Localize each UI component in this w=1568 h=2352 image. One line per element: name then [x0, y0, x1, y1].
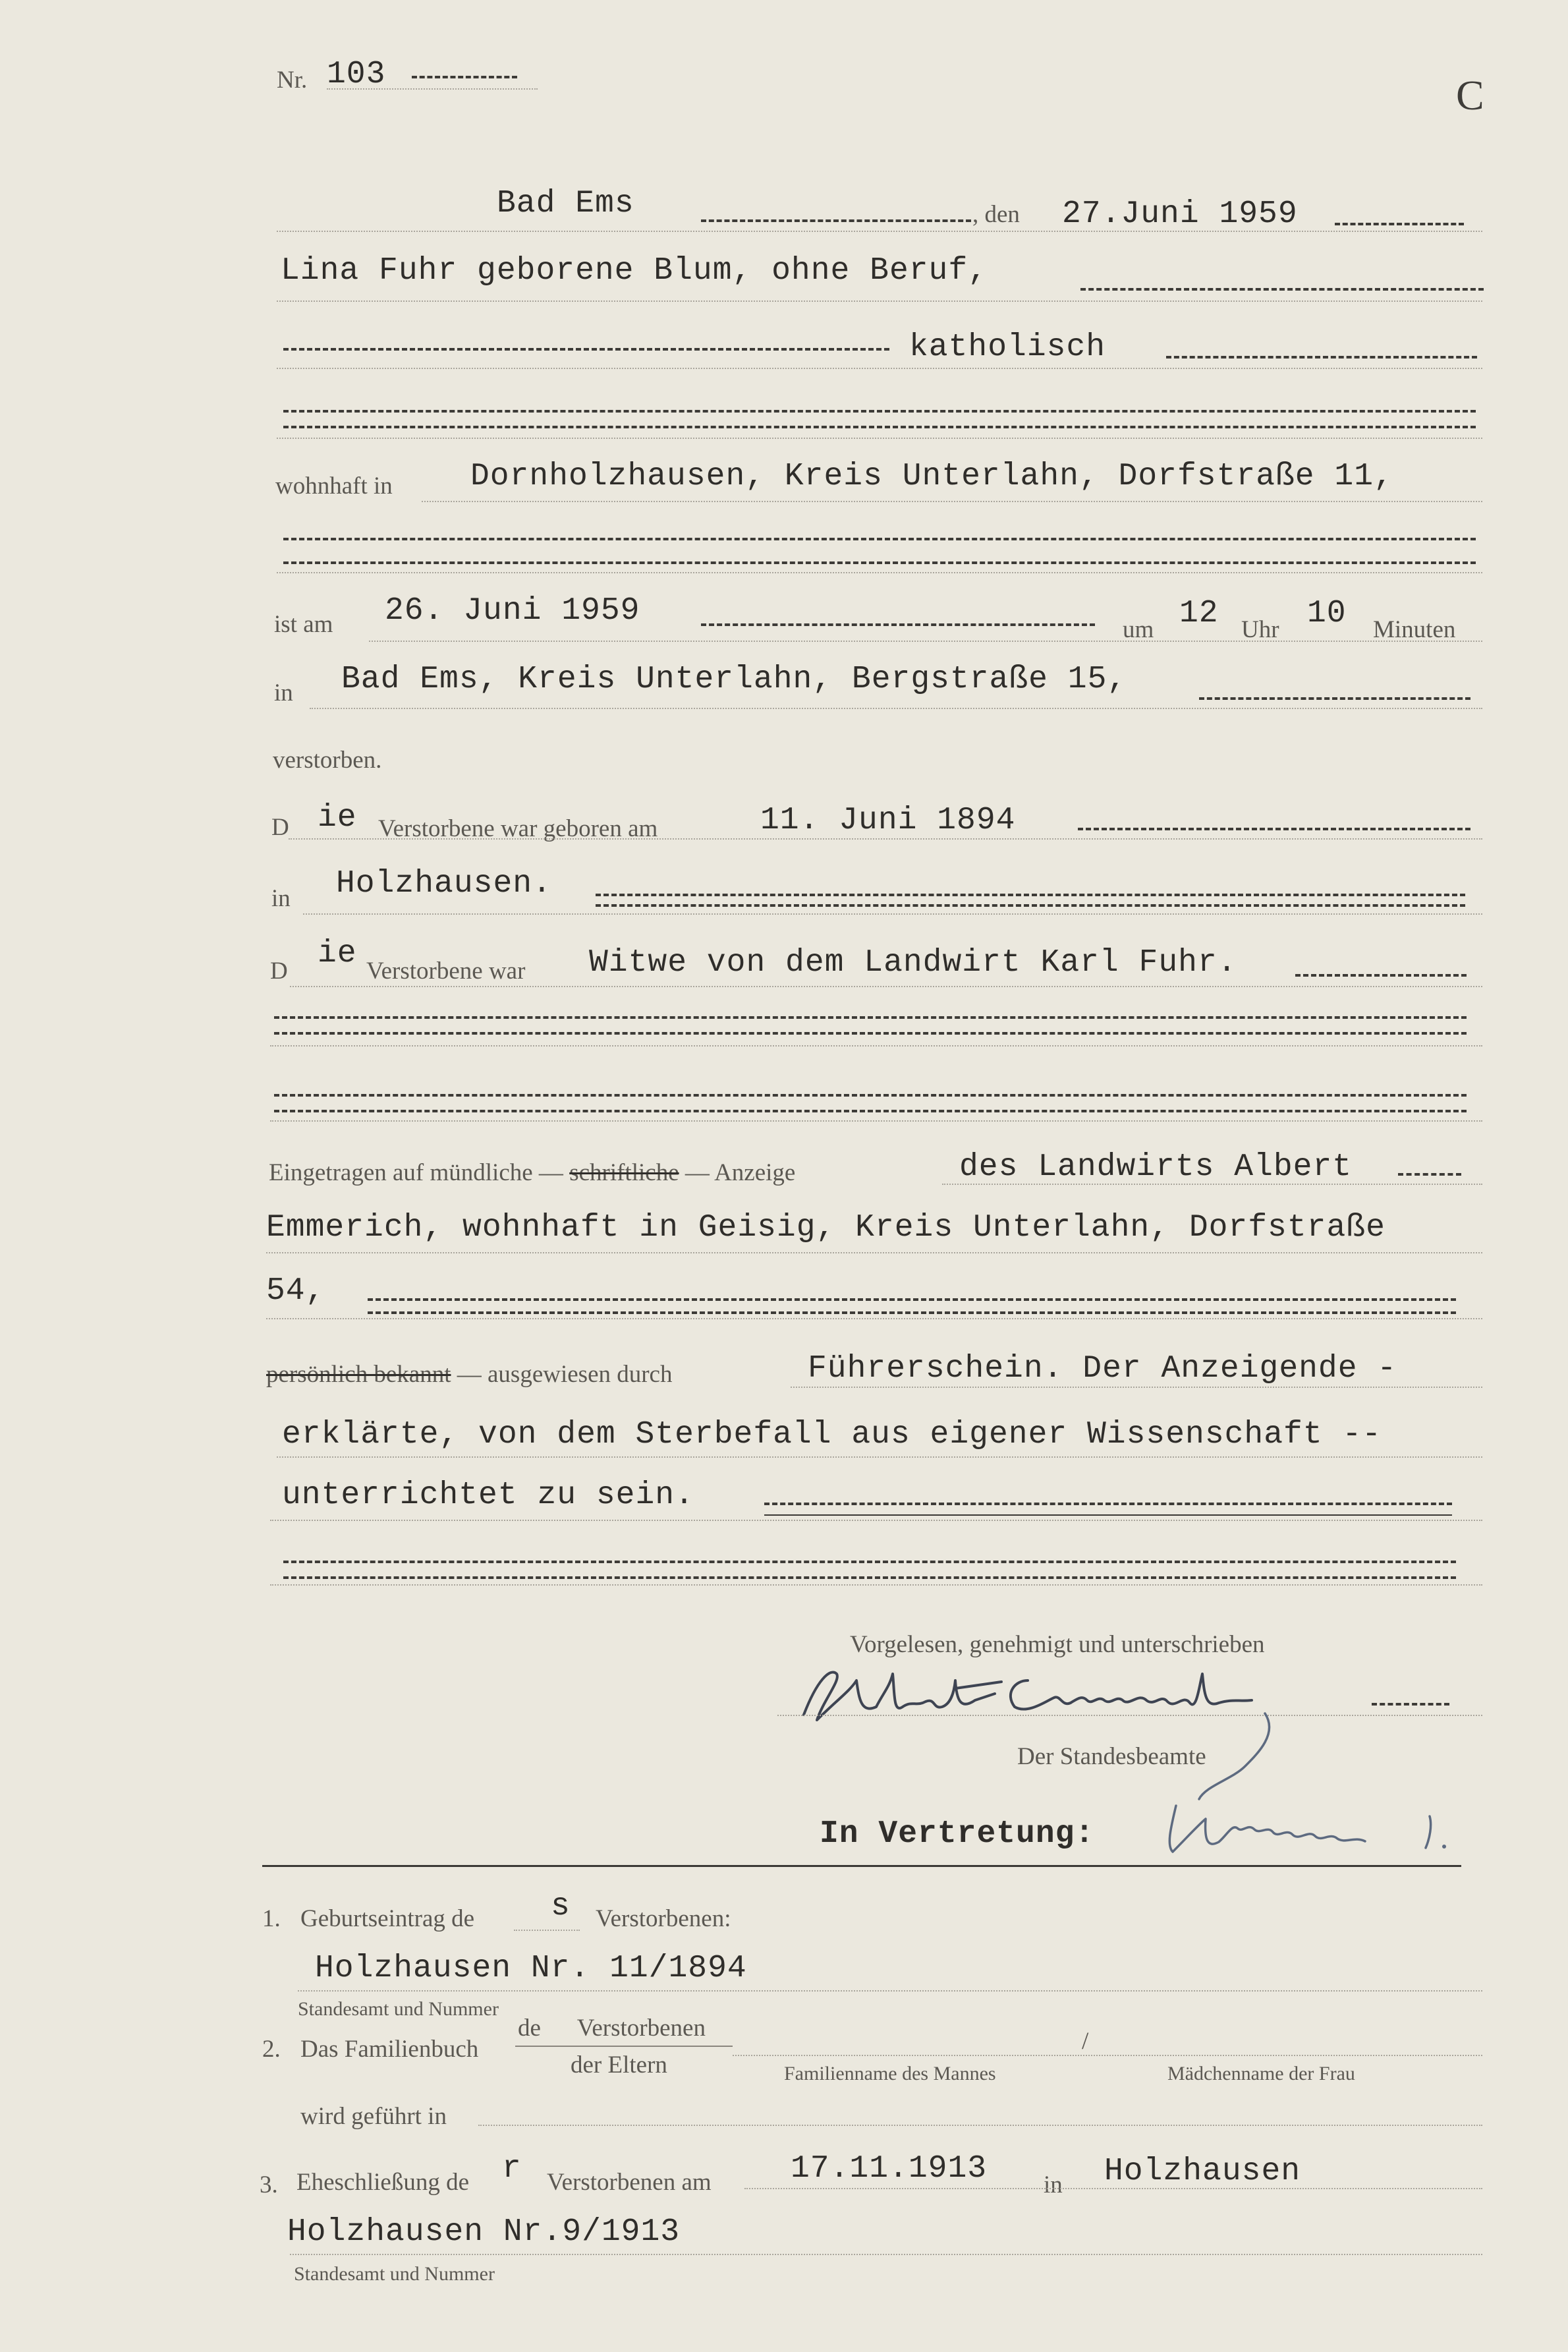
identification-line-2: erklärte, von dem Sterbefall aus eigener Wissenschaft --: [282, 1417, 1382, 1452]
fill-rule: [290, 986, 1482, 987]
um-label: um: [1123, 616, 1154, 643]
ist-am-label: ist am: [274, 611, 333, 638]
death-in-label: in: [274, 679, 293, 706]
filler-dashes: [283, 561, 1476, 564]
item-2-option-top: de Verstorbenen: [518, 2015, 706, 2042]
section-divider: [262, 1865, 1461, 1867]
report-line-3: 54,: [266, 1273, 325, 1309]
birth-place: Holzhausen.: [336, 866, 552, 902]
registrar-label: Der Standesbeamte: [1017, 1743, 1206, 1770]
uhr-label: Uhr: [1241, 616, 1279, 643]
fraction-line: [515, 2046, 733, 2047]
birth-in-label: in: [271, 885, 291, 912]
fill-rule: [310, 708, 1482, 709]
filler-dashes: [1372, 1703, 1449, 1706]
record-number: 103: [327, 57, 386, 92]
item-3-number: 3.: [260, 2171, 278, 2198]
report-line-1: des Landwirts Albert: [959, 1149, 1353, 1185]
item-1-caption: Standesamt und Nummer: [298, 1998, 499, 2020]
birth-text-label: Verstorbene war geboren am: [378, 815, 658, 842]
fill-rule: [277, 231, 1482, 232]
registration-place: Bad Ems: [497, 186, 634, 221]
marital-status: Witwe von dem Landwirt Karl Fuhr.: [589, 945, 1237, 981]
filler-dashes: [283, 538, 1476, 540]
fill-rule: [298, 1990, 1482, 1992]
death-date: 26. Juni 1959: [385, 593, 640, 629]
death-hour: 12: [1179, 596, 1219, 631]
item-2-number: 2.: [262, 2036, 281, 2063]
fill-rule: [942, 1184, 1482, 1185]
filler-dashes: [274, 1032, 1467, 1035]
residence-label: wohnhaft in: [275, 473, 393, 500]
item-3-in-label: in: [1044, 2171, 1063, 2198]
fill-rule: [369, 641, 1482, 642]
filler-dashes: [1199, 697, 1470, 700]
fill-rule: [277, 572, 1482, 573]
fill-rule: [277, 368, 1482, 369]
item-1-label-suffix: Verstorbenen:: [596, 1905, 731, 1932]
identification-line-1: Führerschein. Der Anzeigende -: [808, 1351, 1397, 1387]
filler-dashes: [283, 1561, 1456, 1563]
item-3-ending: r: [502, 2151, 522, 2187]
fill-rule: [514, 1930, 580, 1931]
fill-rule: [422, 501, 1482, 502]
death-minutes: 10: [1307, 596, 1347, 631]
filler-dashes: [368, 1311, 1456, 1314]
filler-dashes: [283, 348, 889, 351]
filler-dashes: [764, 1503, 1452, 1505]
item-2-caption-husband: Familienname des Mannes: [784, 2063, 996, 2084]
filler-dashes: [596, 894, 1465, 896]
filler-dashes: [274, 1110, 1467, 1112]
identification-label-suffix: — ausgewiesen durch: [457, 1361, 673, 1388]
fill-rule: [327, 88, 538, 90]
registration-date: 27.Juni 1959: [1062, 196, 1298, 232]
fill-rule: [266, 1252, 1482, 1253]
filler-dashes: [368, 1298, 1456, 1301]
report-label-suffix: — Anzeige: [685, 1159, 796, 1186]
status-d-label: D: [270, 958, 288, 985]
marriage-entry-number: Holzhausen Nr.9/1913: [287, 2214, 681, 2250]
vertretung-label: In Vertretung:: [820, 1816, 1095, 1852]
fill-rule: [289, 838, 1482, 840]
item-2-caption-wife: Mädchenname der Frau: [1167, 2063, 1355, 2084]
fill-rule: [303, 913, 1482, 915]
fill-rule: [270, 1120, 1482, 1122]
minuten-label: Minuten: [1373, 616, 1456, 643]
residence-address: Dornholzhausen, Kreis Unterlahn, Dorfstraße 11,: [470, 459, 1393, 494]
filler-dashes: [701, 623, 1095, 626]
report-label: [269, 1159, 795, 1187]
corner-letter: C: [1456, 72, 1484, 119]
filler-dashes: [283, 1576, 1456, 1579]
fill-rule: [277, 1456, 1482, 1458]
marriage-date: 17.11.1913: [791, 2151, 988, 2187]
fill-rule: [791, 1387, 1482, 1388]
filler-dashes: [596, 904, 1465, 907]
filler-dashes: [283, 410, 1476, 413]
fill-rule: [270, 1045, 1482, 1047]
fill-rule: [277, 301, 1482, 302]
den-label: , den: [972, 201, 1020, 228]
fill-rule: [290, 2254, 1482, 2255]
deceased-name: Lina Fuhr geborene Blum, ohne Beruf,: [281, 253, 988, 289]
filler-dashes: [1166, 356, 1477, 359]
birth-ending: ie: [318, 800, 357, 836]
fill-rule: [744, 2188, 1482, 2189]
filler-dashes: [1398, 1173, 1461, 1176]
fill-rule: [266, 1318, 1482, 1319]
item-1-ending: s: [551, 1889, 571, 1924]
fill-rule: [277, 438, 1482, 439]
filler-dashes: [274, 1016, 1467, 1019]
fill-rule: [478, 2125, 1482, 2126]
fill-rule: [270, 1520, 1482, 1521]
item-1-number: 1.: [262, 1905, 281, 1932]
item-1-label-prefix: Geburtseintrag de: [300, 1905, 475, 1932]
birth-d-label: D: [271, 814, 289, 841]
item-2-label: Das Familienbuch: [300, 2036, 479, 2063]
identification-label-struck: persönlich bekannt: [266, 1361, 451, 1388]
birth-entry-number: Holzhausen Nr. 11/1894: [315, 1951, 747, 1986]
status-ending: ie: [318, 936, 357, 971]
item-3-caption: Standesamt und Nummer: [294, 2263, 495, 2285]
filler-dashes: [701, 219, 971, 222]
item-2-slash: /: [1082, 2028, 1089, 2055]
fill-rule: [733, 2055, 1482, 2056]
read-approved-label: Vorgelesen, genehmigt und unterschrieben: [850, 1631, 1265, 1658]
marriage-place: Holzhausen: [1104, 2154, 1301, 2189]
report-label-struck: schriftliche: [569, 1159, 679, 1186]
item-3-label-suffix: Verstorbenen am: [547, 2169, 712, 2196]
filler-dashes: [274, 1094, 1467, 1097]
registrar-signature: [1120, 1707, 1463, 1872]
status-text-label: Verstorbene war: [366, 958, 526, 985]
report-label-prefix: Eingetragen auf mündliche —: [269, 1159, 563, 1186]
item-2-option-bottom: der Eltern: [571, 2051, 667, 2079]
death-place: Bad Ems, Kreis Unterlahn, Bergstraße 15,: [341, 662, 1127, 697]
birth-date: 11. Juni 1894: [760, 803, 1016, 838]
filler-dashes: [1295, 974, 1467, 977]
filler-dashes: [1078, 828, 1470, 830]
filler-dashes: [1335, 223, 1464, 225]
report-line-2: Emmerich, wohnhaft in Geisig, Kreis Unterlahn, Dorfstraße: [266, 1210, 1386, 1246]
filler-dashes: [1080, 288, 1484, 291]
item-2-kept-label: wird geführt in: [300, 2103, 447, 2130]
filler-dashes: [283, 426, 1476, 428]
identification-label: [266, 1360, 672, 1389]
identification-line-3: unterrichtet zu sein.: [282, 1477, 694, 1513]
religion: katholisch: [909, 330, 1106, 365]
record-number-label: Nr.: [277, 67, 308, 94]
fill-rule: [270, 1584, 1482, 1586]
filler-dashes: [412, 76, 517, 78]
verstorben-label: verstorben.: [273, 747, 382, 774]
underline: [764, 1514, 1452, 1516]
item-3-label-prefix: Eheschließung de: [296, 2169, 469, 2196]
